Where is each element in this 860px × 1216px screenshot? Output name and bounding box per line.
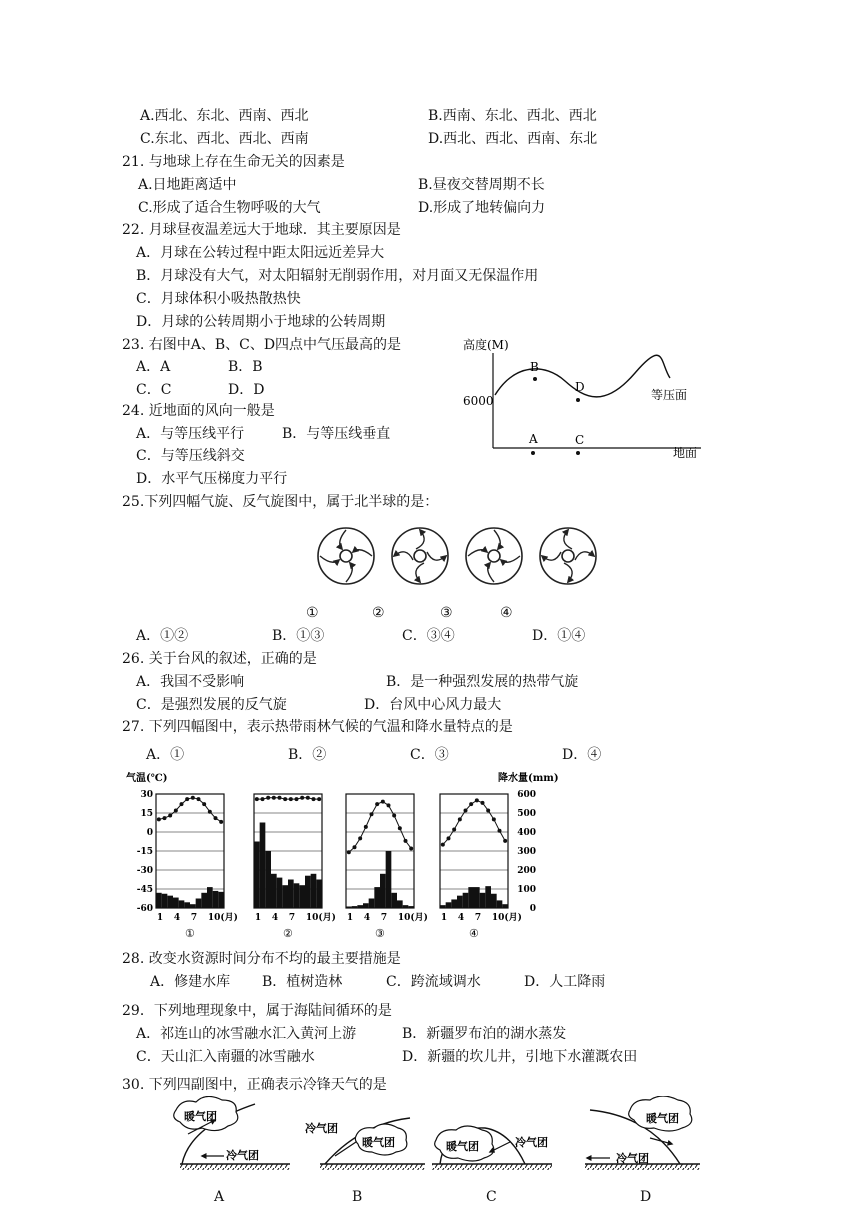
precipitation-bar: [299, 885, 305, 908]
point-b-label: B: [530, 360, 539, 374]
month-tick-label: 10(月): [207, 913, 238, 923]
temperature-point: [392, 814, 396, 818]
cyclone-label-4: ④: [500, 605, 513, 621]
temperature-tick-label: -30: [136, 866, 153, 876]
q29-stem: 29．下列地理现象中，属于海陆间循环的是: [122, 1003, 392, 1019]
point-c-label: C: [575, 433, 585, 447]
front-c-warm-label: 暖气团: [446, 1140, 479, 1153]
q24-option-c: C．与等压线斜交: [136, 448, 245, 464]
temperature-point: [358, 836, 362, 840]
q27-option-b: B．②: [288, 747, 327, 763]
temperature-point: [486, 808, 490, 812]
temperature-line: [443, 800, 505, 844]
temperature-point: [498, 829, 502, 833]
chart-panel-label: ③: [375, 927, 385, 940]
q25-option-b: B．①③: [272, 628, 325, 644]
front-b-warm-label: 暖气团: [362, 1136, 395, 1149]
precipitation-tick-label: 100: [517, 885, 536, 895]
precipitation-bar: [179, 900, 185, 908]
temperature-point: [404, 839, 408, 843]
q21-option-c: C.形成了适合生物呼吸的大气: [138, 200, 321, 216]
q27-option-d: D．④: [562, 747, 602, 763]
temperature-point: [481, 801, 485, 805]
temperature-point: [347, 850, 351, 854]
temperature-point: [289, 797, 293, 801]
q26-option-b: B．是一种强烈发展的热带气旋: [386, 674, 579, 690]
front-diagram-a: [174, 1096, 290, 1170]
q28-option-c: C．跨流域调水: [386, 974, 481, 990]
precipitation-bar: [316, 880, 322, 909]
temperature-point: [452, 827, 456, 831]
q23-option-a: A．A: [136, 359, 171, 375]
cyclone-diagrams: [310, 520, 605, 592]
temperature-point: [174, 808, 178, 812]
q25-option-d: D．①④: [532, 628, 586, 644]
precipitation-bar: [380, 874, 386, 908]
q21-option-a: A.日地距离适中: [138, 177, 237, 193]
temperature-point: [398, 826, 402, 830]
front-label-d: D: [640, 1189, 652, 1205]
month-tick-label: 7: [474, 913, 482, 923]
precipitation-bar: [271, 874, 277, 908]
temperature-point: [353, 845, 357, 849]
point-c-marker: [576, 451, 580, 455]
precipitation-bar: [254, 842, 260, 909]
precipitation-bar: [397, 900, 403, 908]
temperature-point: [168, 814, 172, 818]
temperature-point: [219, 820, 223, 824]
month-tick-label: 7: [380, 913, 388, 923]
temperature-point: [475, 798, 479, 802]
temperature-point: [375, 802, 379, 806]
temperature-point: [255, 797, 259, 801]
q26-option-a: A．我国不受影响: [136, 674, 245, 690]
precipitation-bar: [468, 887, 474, 908]
isobaric-surface-label: 等压面: [651, 388, 688, 402]
temperature-point: [266, 796, 270, 800]
q24-option-b: B．与等压线垂直: [282, 426, 391, 442]
q21-option-d: D.形成了地转偏向力: [418, 200, 546, 216]
q27-stem: 27. 下列四幅图中，表示热带雨林气候的气温和降水量特点的是: [122, 719, 513, 735]
temperature-line: [159, 798, 221, 822]
precipitation-bar: [288, 880, 294, 909]
point-d-marker: [576, 398, 580, 402]
q29-option-c: C．天山汇入南疆的冰雪融水: [136, 1049, 315, 1065]
temperature-tick-label: -45: [136, 885, 153, 895]
cyclone-label-1: ①: [306, 605, 319, 621]
precipitation-tick-label: 500: [517, 809, 536, 819]
month-tick-label: 1: [346, 913, 354, 923]
q20-option-a: A.西北、东北、西南、西北: [140, 108, 309, 124]
precipitation-bar: [363, 903, 369, 908]
q22-option-d: D．月球的公转周期小于地球的公转周期: [136, 314, 386, 330]
q23-option-b: B．B: [228, 359, 263, 375]
q21-stem: 21. 与地球上存在生命无关的因素是: [122, 154, 345, 170]
precipitation-bar: [184, 902, 190, 908]
q25-stem: 25.下列四幅气旋、反气旋图中，属于北半球的是：: [122, 494, 439, 510]
temperature-point: [191, 796, 195, 800]
q28-option-a: A．修建水库: [150, 974, 231, 990]
precipitation-bar: [162, 894, 168, 908]
cyclone-label-2: ②: [372, 605, 385, 621]
q27-option-c: C．③: [410, 747, 449, 763]
temperature-point: [387, 803, 391, 807]
temperature-tick-label: -60: [136, 904, 153, 914]
front-b-cold-label: 冷气团: [305, 1122, 338, 1135]
month-tick-label: 10(月): [305, 913, 336, 923]
q30-stem: 30. 下列四副图中，正确表示冷锋天气的是: [122, 1077, 387, 1093]
temperature-point: [469, 802, 473, 806]
month-tick-label: 1: [254, 913, 262, 923]
temperature-point: [458, 817, 462, 821]
precipitation-bar: [497, 900, 503, 908]
q28-option-b: B．植树造林: [262, 974, 343, 990]
temperature-point: [208, 810, 212, 814]
precipitation-bar: [463, 893, 469, 908]
precipitation-bar: [218, 892, 224, 908]
q22-option-c: C．月球体积小吸热散热快: [136, 291, 301, 307]
q29-option-b: B．新疆罗布泊的湖水蒸发: [402, 1026, 567, 1042]
q25-option-a: A．①②: [136, 628, 189, 644]
temperature-point: [180, 802, 184, 806]
q27-option-a: A．①: [146, 747, 185, 763]
point-a-label: A: [529, 432, 538, 446]
q23-option-d: D．D: [228, 382, 265, 398]
front-a-cold-label: 冷气团: [226, 1149, 259, 1162]
temperature-tick-label: 15: [140, 809, 153, 819]
temperature-point: [317, 797, 321, 801]
precipitation-bar: [386, 851, 392, 908]
temperature-point: [300, 796, 304, 800]
temperature-point: [370, 812, 374, 816]
temperature-tick-label: -15: [136, 847, 153, 857]
temperature-point: [364, 825, 368, 829]
precipitation-bar: [213, 891, 219, 908]
temperature-point: [503, 839, 507, 843]
front-diagram-b: [305, 1118, 425, 1170]
precipitation-bar: [167, 896, 173, 908]
cyclone-diagram-4: [540, 528, 596, 584]
q29-option-a: A．祁连山的冰雪融水汇入黄河上游: [136, 1026, 357, 1042]
front-label-a: A: [214, 1189, 225, 1205]
precipitation-bar: [451, 899, 457, 908]
q24-option-d: D．水平气压梯度力平行: [136, 471, 288, 487]
month-tick-label: 4: [271, 913, 279, 923]
q22-stem: 22. 月球昼夜温差远大于地球．其主要原因是: [122, 222, 401, 238]
q20-option-c: C.东北、西北、西北、西南: [140, 131, 309, 147]
precipitation-tick-label: 600: [517, 790, 536, 800]
q26-stem: 26. 关于台风的叙述，正确的是: [122, 651, 317, 667]
figure-6000-tick: 6000: [463, 394, 494, 408]
front-d-cold-label: 冷气团: [616, 1152, 649, 1165]
temperature-axis-label: 气温(℃): [126, 773, 168, 784]
chart-panel-label: ④: [469, 927, 479, 940]
month-tick-label: 10(月): [397, 913, 428, 923]
temperature-point: [185, 797, 189, 801]
q20-option-d: D.西北、西北、西南、东北: [428, 131, 598, 147]
cyclone-label-3: ③: [440, 605, 453, 621]
precipitation-bar: [260, 823, 266, 909]
temperature-point: [306, 796, 310, 800]
q23-stem: 23. 右图中A、B、C、D四点中气压最高的是: [122, 337, 402, 353]
temperature-point: [283, 797, 287, 801]
temperature-point: [202, 802, 206, 806]
q26-option-c: C．是强烈发展的反气旋: [136, 697, 287, 713]
precipitation-bar: [305, 876, 311, 908]
precipitation-bar: [196, 899, 202, 909]
cyclone-diagram-1: [318, 528, 374, 584]
front-d-warm-label: 暖气团: [646, 1112, 679, 1125]
temperature-line: [349, 802, 411, 853]
front-c-cold-label: 冷气团: [515, 1136, 548, 1149]
precipitation-bar: [265, 851, 271, 908]
q25-option-c: C．③④: [402, 628, 455, 644]
temperature-point: [261, 797, 265, 801]
front-a-warm-label: 暖气团: [184, 1110, 217, 1123]
precipitation-bar: [474, 887, 480, 908]
temperature-point: [163, 816, 167, 820]
month-tick-label: 4: [457, 913, 465, 923]
q24-option-a: A．与等压线平行: [136, 426, 245, 442]
month-tick-label: 4: [363, 913, 371, 923]
precipitation-bar: [207, 887, 213, 908]
temperature-point: [447, 836, 451, 840]
precipitation-tick-label: 0: [529, 904, 536, 914]
temperature-tick-label: 30: [140, 790, 153, 800]
precipitation-bar: [369, 899, 375, 909]
front-diagram-c: [432, 1126, 552, 1170]
temperature-point: [278, 796, 282, 800]
q22-option-b: B．月球没有大气，对太阳辐射无削弱作用，对月面又无保温作用: [136, 268, 539, 284]
precipitation-bar: [277, 878, 283, 908]
precipitation-bar: [294, 883, 300, 908]
precipitation-tick-label: 300: [517, 847, 536, 857]
temperature-point: [295, 797, 299, 801]
point-b-marker: [533, 377, 537, 381]
front-diagrams: [160, 1096, 705, 1176]
q26-option-d: D．台风中心风力最大: [364, 697, 502, 713]
climate-charts: [126, 770, 566, 945]
cyclone-diagram-2: [392, 528, 448, 584]
temperature-point: [197, 797, 201, 801]
precipitation-bar: [374, 887, 380, 908]
precipitation-bar: [156, 893, 162, 908]
q28-option-d: D．人工降雨: [524, 974, 606, 990]
temperature-point: [272, 796, 276, 800]
temperature-point: [409, 846, 413, 850]
precipitation-bar: [491, 894, 497, 908]
chart-panel-label: ①: [185, 927, 195, 940]
month-tick-label: 7: [190, 913, 198, 923]
q21-option-b: B.昼夜交替周期不长: [418, 177, 545, 193]
front-label-b: B: [352, 1189, 363, 1205]
temperature-point: [214, 816, 218, 820]
temperature-point: [441, 843, 445, 847]
precipitation-bar: [311, 874, 317, 908]
q29-option-d: D．新疆的坎儿井，引地下水灌溉农田: [402, 1049, 638, 1065]
q28-stem: 28. 改变水资源时间分布不均的最主要措施是: [122, 951, 401, 967]
precipitation-bar: [485, 886, 491, 908]
precipitation-tick-label: 400: [517, 828, 536, 838]
q23-option-c: C．C: [136, 382, 172, 398]
temperature-tick-label: 0: [146, 828, 153, 838]
chart-panel-label: ②: [283, 927, 293, 940]
temperature-point: [464, 808, 468, 812]
temperature-point: [157, 817, 161, 821]
q20-option-b: B.西南、东北、西北、西北: [428, 108, 597, 124]
temperature-point: [312, 797, 316, 801]
temperature-point: [492, 817, 496, 821]
front-label-c: C: [486, 1189, 497, 1205]
month-tick-label: 4: [173, 913, 181, 923]
front-diagram-d: [585, 1096, 700, 1170]
precipitation-bar: [201, 893, 207, 908]
isobaric-surface-figure: [455, 333, 705, 458]
ground-label: 地面: [673, 446, 698, 458]
month-tick-label: 1: [440, 913, 448, 923]
precipitation-bar: [457, 896, 463, 908]
precipitation-bar: [391, 893, 397, 908]
temperature-point: [381, 800, 385, 804]
cyclone-diagram-3: [466, 528, 522, 584]
precipitation-bar: [480, 893, 486, 908]
month-tick-label: 10(月): [491, 913, 522, 923]
q24-stem: 24. 近地面的风向一般是: [122, 403, 275, 419]
precipitation-tick-label: 200: [517, 866, 536, 876]
figure-height-label: 高度(M): [463, 338, 509, 352]
month-tick-label: 1: [156, 913, 164, 923]
precipitation-bar: [173, 898, 179, 908]
precipitation-axis-label: 降水量(mm): [498, 773, 559, 784]
precipitation-bar: [282, 885, 288, 908]
precipitation-bar: [446, 902, 452, 908]
point-a-marker: [531, 451, 535, 455]
q22-option-a: A．月球在公转过程中距太阳远近差异大: [136, 245, 385, 261]
month-tick-label: 7: [288, 913, 296, 923]
point-d-label: D: [575, 380, 585, 394]
